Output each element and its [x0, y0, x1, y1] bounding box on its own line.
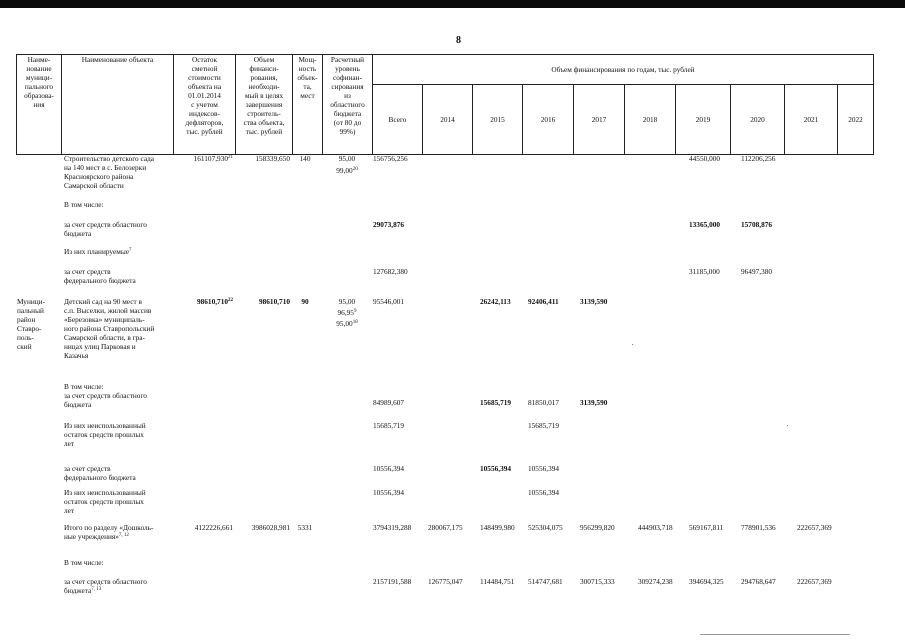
- year-2015-cell: 15685,719: [480, 398, 512, 407]
- year-2020-cell: 112206,256: [741, 154, 776, 163]
- subtotal-label: В том числе:: [64, 558, 104, 567]
- total-cell: 156756,256: [373, 154, 408, 163]
- year-2019-cell: 44550,000: [689, 154, 721, 163]
- regional-budget-label: за счет средств областного бюджета: [64, 220, 147, 238]
- header-year: 2021: [785, 85, 838, 155]
- header-year: 2020: [731, 85, 785, 155]
- scan-speck: [632, 344, 633, 345]
- unused-balance-label: Из них неиспользованный остаток средств прошлых лет: [64, 421, 146, 448]
- year-2016-cell: 10556,394: [528, 488, 560, 497]
- total-cell: 15685,719: [373, 421, 405, 430]
- object-name: Детский сад на 90 мест в с.п. Выселки, жилой массив «Березовка» муниципаль- ного района Ставропольский Самарской области, в гра- ницах улиц Парковая и Казачья: [64, 297, 155, 360]
- year-2020-cell: 15708,876: [741, 220, 773, 229]
- year-2019-cell: 31185,000: [689, 267, 720, 276]
- capacity-cell: 90: [301, 297, 309, 306]
- year-2015-cell: 114484,751: [480, 577, 515, 586]
- header-year: 2018: [625, 85, 676, 155]
- scan-edge-mark: [700, 634, 850, 635]
- section-total-label: Итого по разделу «Дошколь- ные учреждения»$^{7, 12}$: [64, 523, 154, 541]
- total-cell: 127682,380: [373, 267, 408, 276]
- federal-budget-label: за счет средств федерального бюджета: [64, 267, 136, 285]
- year-2017-cell: 3139,590: [580, 297, 608, 306]
- year-2018-cell: 444903,718: [638, 523, 673, 532]
- total-cell: 2157191,588: [373, 577, 412, 586]
- balance-cell: 98610,710$^{22}$: [196, 297, 233, 306]
- volume-cell: 158339,650: [255, 154, 290, 163]
- year-2015-cell: 26242,113: [480, 297, 511, 306]
- header-volume: Объем финанси- рования, необходи- мый в целях завершения строитель- ства объекта, тыс. рублей: [236, 55, 293, 155]
- capacity-cell: 140: [299, 154, 311, 163]
- year-2021-cell: 222657,369: [797, 523, 832, 532]
- balance-cell: 161107,930$^{21}$: [193, 154, 233, 163]
- year-2016-cell: 81850,017: [528, 398, 560, 407]
- year-2015-cell: 10556,394: [480, 464, 512, 473]
- planned-label: Из них планируемые$^7$: [64, 247, 132, 256]
- header-object-name: Наименование объекта: [62, 55, 174, 155]
- regional-budget-label: за счет средств областного бюджета$^{7, 13}$: [64, 577, 147, 595]
- year-2020-cell: 778901,536: [741, 523, 776, 532]
- volume-cell: 98610,710: [258, 297, 290, 306]
- total-cell: 10556,394: [373, 488, 405, 497]
- header-by-years: Объем финансирования по годам, тыс. рублей: [373, 55, 874, 85]
- header-capacity: Мощ- ность объек- та, мест: [293, 55, 323, 155]
- balance-cell: 4122226,661: [194, 523, 233, 532]
- cofinancing-cell: 95,00 99,00$^{20}$: [336, 154, 358, 175]
- subtotal-label: В том числе:: [64, 200, 104, 209]
- year-2016-cell: 10556,394: [528, 464, 560, 473]
- page-number: 8: [456, 35, 461, 46]
- total-cell: 95546,001: [373, 297, 405, 306]
- header-year: 2022: [838, 85, 874, 155]
- header-year: 2015: [473, 85, 523, 155]
- header-year: 2017: [574, 85, 625, 155]
- year-2017-cell: 300715,333: [580, 577, 615, 586]
- volume-cell: 3986028,981: [251, 523, 290, 532]
- year-2017-cell: 3139,590: [580, 398, 608, 407]
- year-2020-cell: 294768,647: [741, 577, 776, 586]
- scan-speck: [787, 425, 788, 426]
- year-2019-cell: 394694,325: [689, 577, 724, 586]
- total-cell: 84989,607: [373, 398, 405, 407]
- year-2019-cell: 13365,000: [689, 220, 721, 229]
- unused-balance-label: Из них неиспользованный остаток средств прошлых лет: [64, 488, 146, 515]
- header-municipality: Наиме- нование муници- пального образова- ния: [17, 55, 62, 155]
- header-balance: Остаток сметной стоимости объекта на 01.01.2014 с учетом индексов- дефляторов, тыс. рублей: [174, 55, 236, 155]
- municipality-name: Муници- пальный район Ставро- поль- ский: [17, 297, 46, 351]
- regional-budget-label: В том числе: за счет средств областного бюджета: [64, 382, 147, 409]
- header-year: 2014: [423, 85, 473, 155]
- header-table: [16, 54, 874, 155]
- year-2016-cell: 92406,411: [528, 297, 559, 306]
- total-cell: 29073,876: [373, 220, 405, 229]
- total-cell: 3794319,288: [373, 523, 412, 532]
- year-2020-cell: 96497,380: [741, 267, 773, 276]
- year-2016-cell: 514747,681: [528, 577, 563, 586]
- total-cell: 10556,394: [373, 464, 405, 473]
- year-2016-cell: 525304,075: [528, 523, 563, 532]
- year-2021-cell: 222657,369: [797, 577, 832, 586]
- capacity-cell: 5331: [297, 523, 313, 532]
- year-2019-cell: 569167,811: [689, 523, 724, 532]
- header-year: 2019: [676, 85, 731, 155]
- year-2015-cell: 148499,980: [480, 523, 515, 532]
- year-2016-cell: 15685,719: [528, 421, 560, 430]
- header-total: Всего: [373, 85, 423, 155]
- year-2018-cell: 309274,238: [638, 577, 673, 586]
- federal-budget-label: за счет средств федерального бюджета: [64, 464, 136, 482]
- scan-edge-bar: [0, 0, 905, 8]
- header-cofinancing: Расчетный уровень софинан- сирования из областного бюджета (от 80 до 99%): [323, 55, 373, 155]
- year-2014-cell: 280067,175: [428, 523, 463, 532]
- year-2017-cell: 956299,820: [580, 523, 615, 532]
- cofinancing-cell: 95,00 96,95$^9$ 95,00$^{18}$: [336, 297, 358, 328]
- object-name: Строительство детского сада на 140 мест в с. Белозерки Красноярского района Самарской области: [64, 154, 155, 190]
- header-year: 2016: [523, 85, 574, 155]
- year-2014-cell: 126775,047: [428, 577, 463, 586]
